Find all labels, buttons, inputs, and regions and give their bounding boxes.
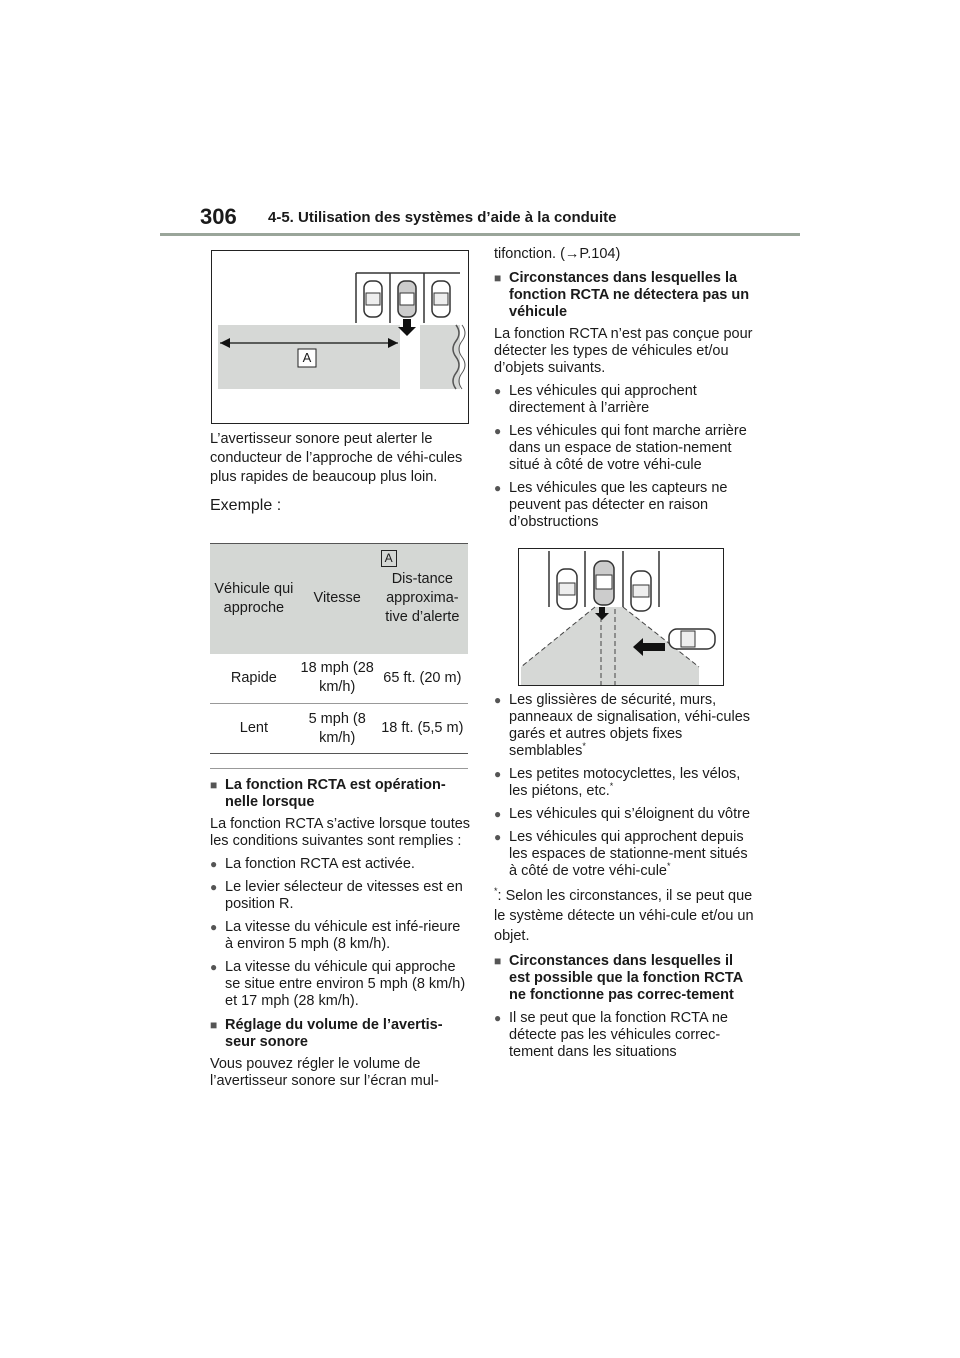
table-cell: 65 ft. (20 m) [383, 669, 462, 686]
asterisk-marker: * [609, 781, 614, 792]
intro-text: L’avertisseur sonore peut alerter le conducteur de l’approche de véhi-cules plus rapides de beaucoup plus loin. [210, 431, 463, 485]
right-column [494, 246, 756, 531]
asterisk-marker: * [666, 861, 671, 872]
list-item [494, 829, 756, 880]
section-title: 4-5. Utilisation des systèmes d’aide à la conduite [268, 209, 617, 226]
header-rule [160, 233, 800, 236]
section-divider [210, 768, 468, 769]
footnote-text: : Selon les circonstances, il se peut que le système détecte un véhi-cule et/ou un objet. [494, 888, 754, 944]
section-heading: ■ La fonction RCTA est opération-nelle lorsque [210, 777, 472, 811]
list-item [494, 692, 756, 760]
example-label: Exemple : [210, 497, 282, 514]
list-item: ● La vitesse du véhicule est infé-rieure à environ 5 mph (8 km/h). [210, 919, 472, 953]
table-header-row [210, 544, 468, 654]
list-item: ● Les véhicules qui approchent directement à l’arrière [494, 383, 756, 417]
list-item: ● Les véhicules qui font marche arrière dans un espace de station-nement situé à côté de votre véhi-cule [494, 423, 756, 474]
distance-box-a: A [381, 550, 397, 567]
section-text: La fonction RCTA s’active lorsque toutes les conditions suivantes sont remplies : [210, 816, 471, 849]
range-label-a: A [302, 350, 312, 365]
list-item: ● La fonction RCTA est activée. [210, 856, 472, 873]
right-column-lower [494, 692, 756, 1061]
table-row [210, 654, 468, 704]
left-column-lower [210, 777, 472, 1090]
footnote [494, 886, 756, 946]
table-cell: Rapide [230, 669, 277, 686]
table-cell: 18 ft. (5,5 m) [381, 720, 464, 736]
left-column [210, 430, 472, 514]
rcta-range-svg [212, 251, 468, 423]
obstruction-svg [519, 549, 723, 685]
section-heading: ■ Circonstances dans lesquelles il est possible que la fonction RCTA ne fonctionne pas correc-tement [494, 953, 756, 1004]
section-text: La fonction RCTA n’est pas conçue pour détecter les types de véhicules et/ou d’objets suivants. [494, 326, 753, 376]
list-item: ● La vitesse du véhicule qui approche se situe entre environ 5 mph (8 km/h) et 17 mph (28 km/h). [210, 959, 472, 1010]
asterisk-marker: * [582, 741, 586, 752]
section-heading: ■ Circonstances dans lesquelles la fonction RCTA ne détectera pas un véhicule [494, 270, 756, 321]
obstruction-illustration [518, 548, 724, 686]
col-distance-label: Dis-tance approxima-tive d’alerte [385, 571, 460, 626]
col-distance-header [377, 544, 468, 654]
continued-text: tifonction. (→P.104) [494, 246, 621, 262]
speed-table-wrap [210, 543, 468, 754]
table-cell: 18 mph (28 km/h) [300, 660, 374, 696]
footnote-marker: * [494, 886, 498, 897]
section-heading: ■ Réglage du volume de l’avertis-seur sonore [210, 1017, 472, 1051]
list-item-text: Les petites motocyclettes, les vélos, les piétons, etc. [509, 766, 741, 799]
table-row [210, 704, 468, 754]
list-item-text: Les glissières de sécurité, murs, panneaux de signalisation, véhi-cules garés et autres objets fixes semblables [509, 692, 751, 759]
list-item: ● Les véhicules que les capteurs ne peuvent pas détecter en raison d’obstructions [494, 480, 756, 531]
list-item: ● Le levier sélecteur de vitesses est en position R. [210, 879, 472, 913]
page-number: 306 [200, 204, 237, 229]
col-speed-header: Vitesse [313, 590, 361, 607]
list-item: ● Il se peut que la fonction RCTA ne détecte pas les véhicules correc-tement dans les situations [494, 1010, 756, 1061]
col-vehicle-header: Véhicule qui approche [214, 580, 294, 616]
table-cell: 5 mph (8 km/h) [308, 710, 366, 746]
table-cell: Lent [239, 720, 268, 736]
list-item-text: Les véhicules qui approchent depuis les espaces de stationne-ment situés à côté de votre véhi-cule [509, 829, 748, 879]
rcta-range-illustration [211, 250, 469, 424]
speed-table [210, 543, 468, 754]
section-text: Vous pouvez régler le volume de l’avertisseur sonore sur l’écran mul- [210, 1056, 439, 1089]
list-item [494, 766, 756, 800]
list-item: ● Les véhicules qui s’éloignent du vôtre [494, 806, 756, 823]
